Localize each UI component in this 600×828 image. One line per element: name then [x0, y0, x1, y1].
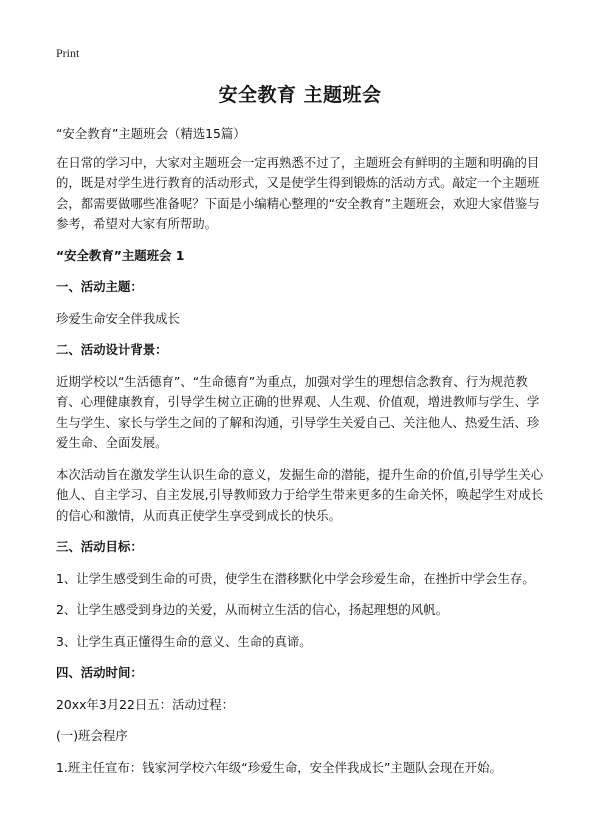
article-body — [56, 124, 546, 789]
time-text: 20xx年3月22日五：活动过程： — [56, 696, 234, 712]
goal-item-2: 2、让学生感受到身边的关爱，从而树立生活的信心，扬起理想的风帆。 — [56, 602, 448, 617]
procedure-step-1: 1.班主任宣布：钱家河学校六年级“珍爱生命，安全伴我成长”主题队会现在开始。 — [56, 759, 502, 775]
theme-text: 珍爱生命安全伴我成长 — [56, 310, 180, 326]
subtitle: “安全教育”主题班会（精选15篇） — [56, 126, 246, 141]
intro-paragraph: 在日常的学习中，大家对主题班会一定再熟悉不过了，主题班会有鲜明的主题和明确的目的，既是对学生进行教育的活动形式，又是使学生得到锻炼的活动方式。敲定一个主题班会，都需要做哪些准备呢？下面是小编精心整理的“安全教育”主题班会，欢迎大家借鉴与参考，希望对大家有所帮助。 — [56, 154, 540, 231]
page-title: 安全教育 主题班会 — [218, 84, 382, 106]
background-paragraph-2: 本次活动旨在激发学生认识生命的意义，发掘生命的潜能，提升生命的价值,引导学生关心他人、自主学习、自主发展,引导教师致力于给学生带来更多的生命关怀，唤起学生对成长的信心和激情，从而真正使学生享受到成长的快乐。 — [56, 466, 544, 523]
heading-activity-theme: 一、活动主题： — [56, 279, 143, 294]
section-title: “安全教育”主题班会 1 — [56, 247, 185, 263]
heading-activity-goals: 三、活动目标： — [56, 539, 143, 554]
goal-item-1: 1、让学生感受到生命的可贵，使学生在潜移默化中学会珍爱生命，在挫折中学会生存。 — [56, 570, 535, 586]
heading-design-background: 二、活动设计背景： — [56, 342, 168, 357]
print-link[interactable]: Print — [56, 46, 80, 60]
heading-activity-time: 四、活动时间： — [56, 665, 143, 680]
goal-item-3: 3、让学生真正懂得生命的意义、生命的真谛。 — [56, 633, 312, 649]
background-paragraph-1: 近期学校以“生活德育”、“生命德育”为重点，加强对学生的理想信念教育、行为规范教育、心理健康教育，引导学生树立正确的世界观、人生观、价值观，增进教师与学生、学生与学生、家长与学生之间的了解和沟通，引导学生关爱自己、关注他人、热爱生活、珍爱生命、全面发展。 — [56, 373, 540, 450]
procedure-title: (一)班会程序 — [56, 728, 128, 743]
